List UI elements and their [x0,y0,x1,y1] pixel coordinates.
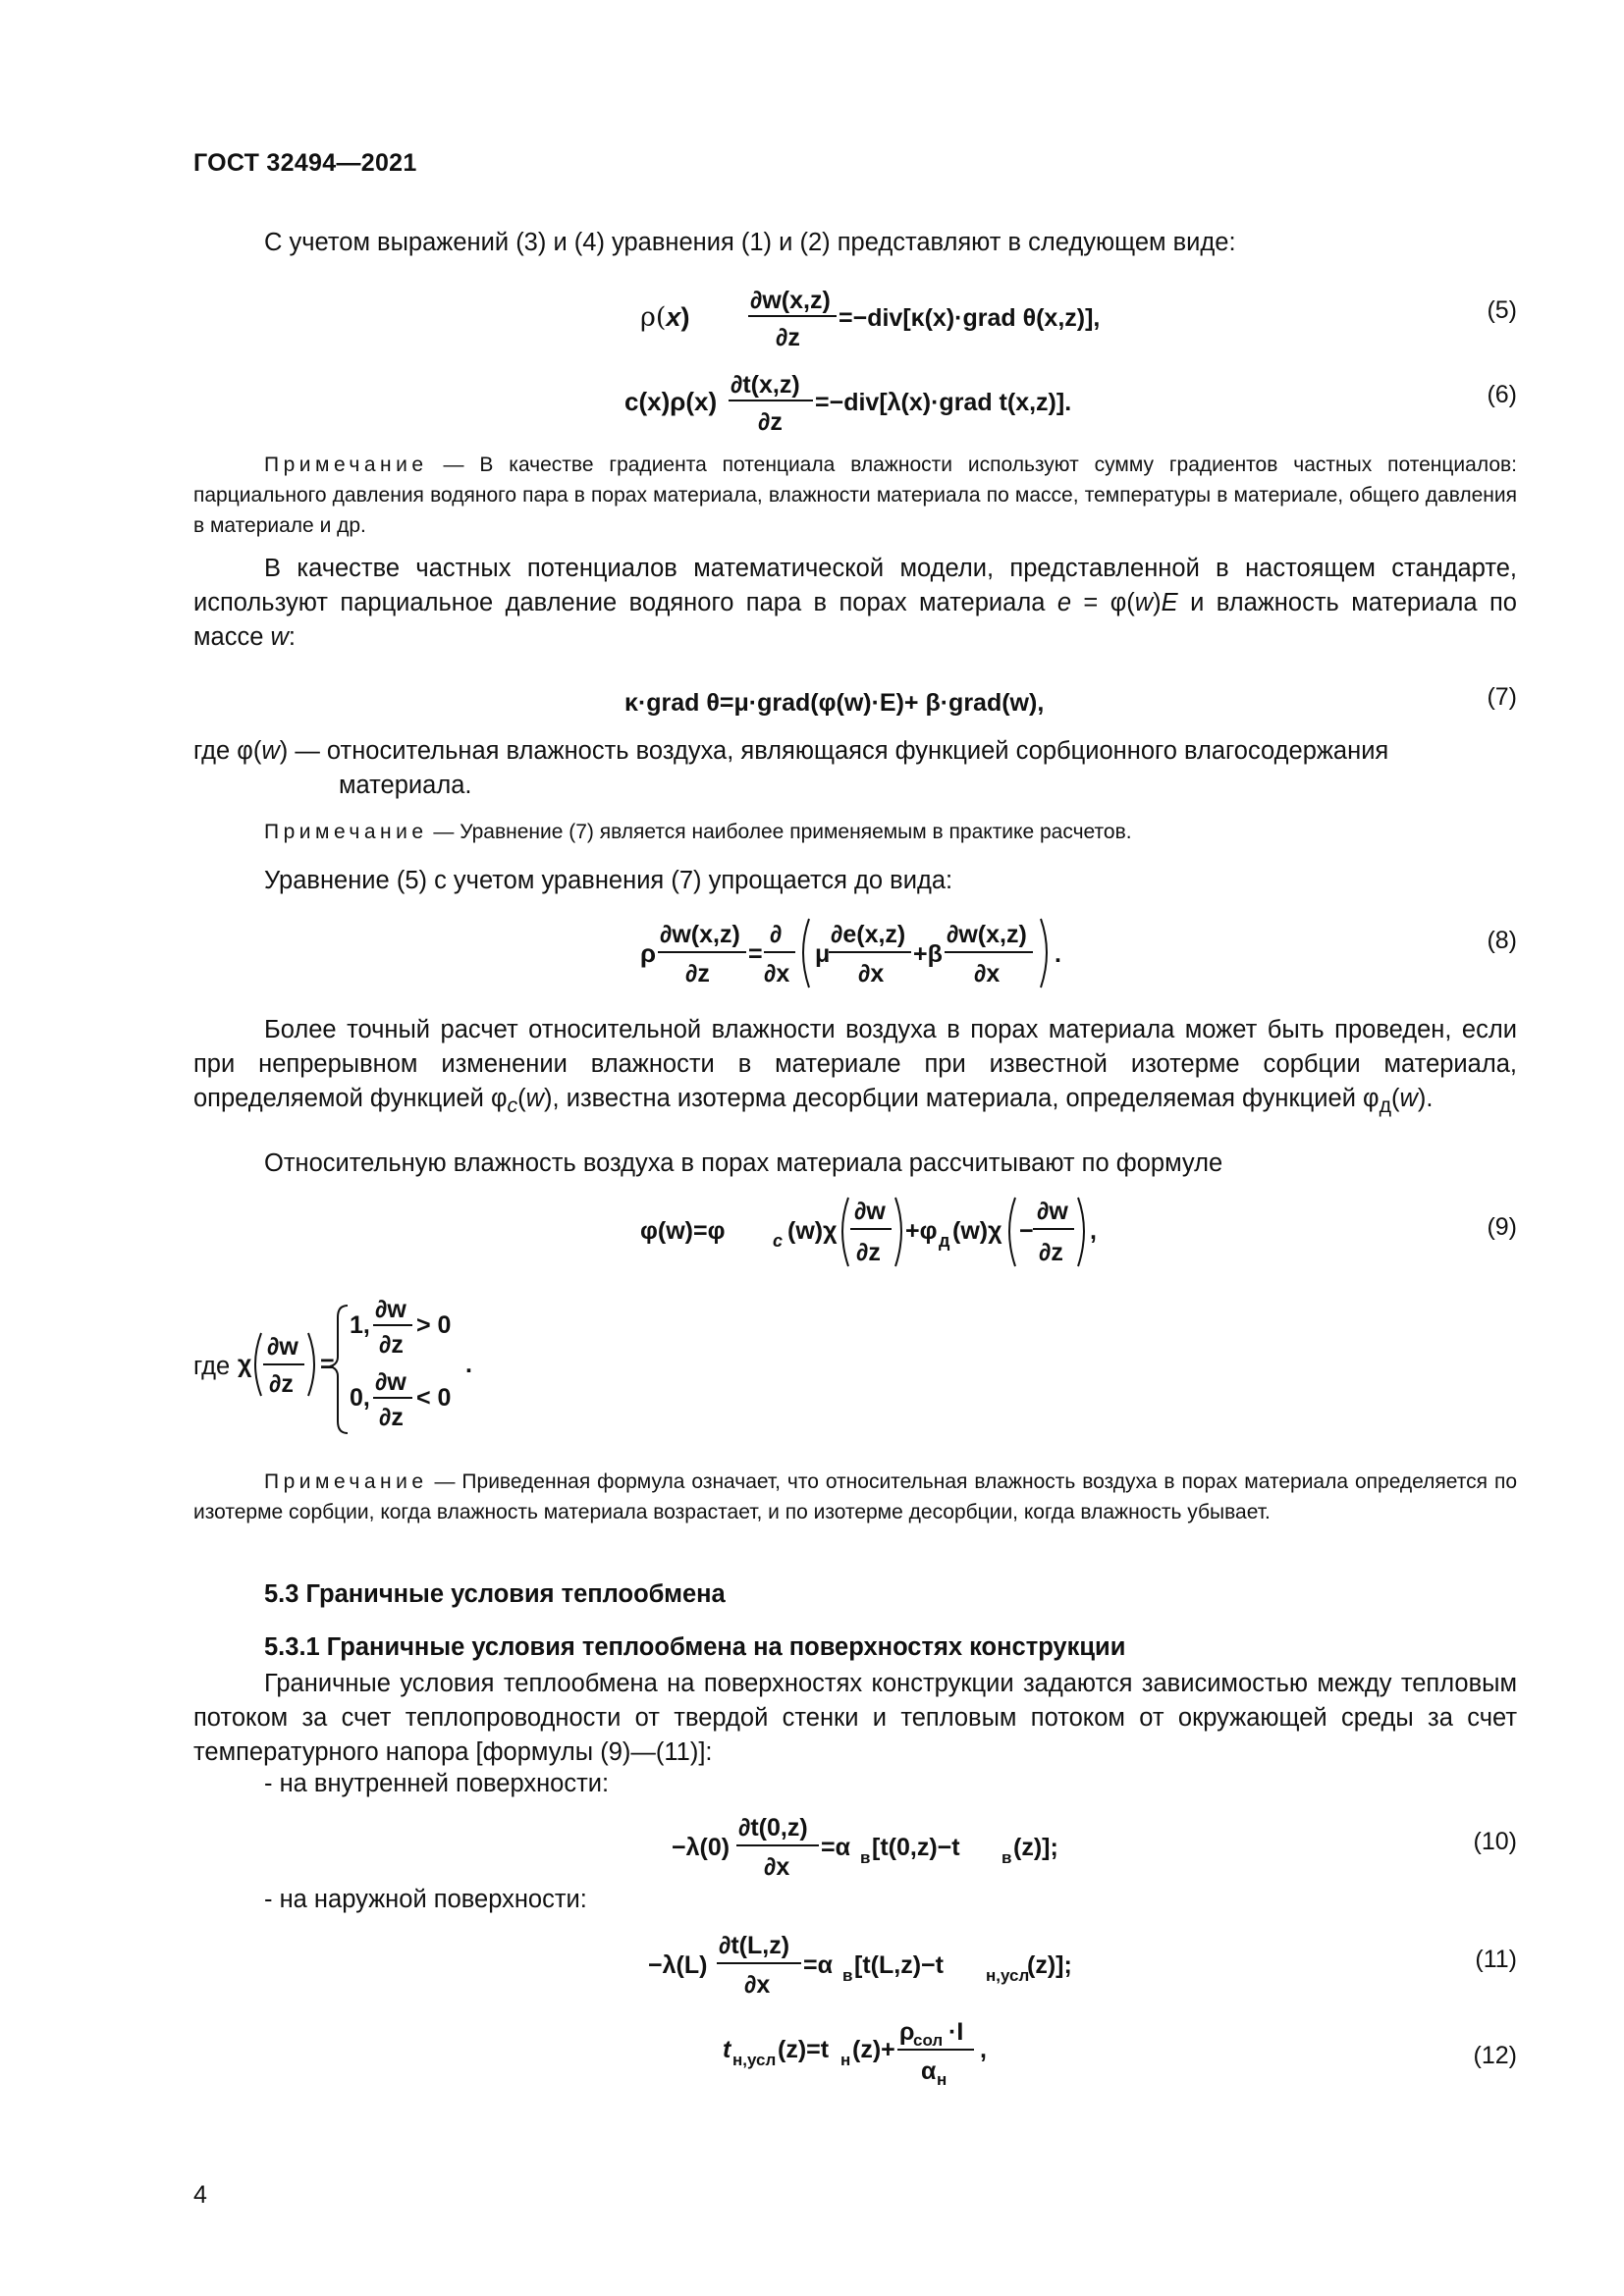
note-2-label: Примечание [264,821,428,843]
p2-g: и влажность материала по массе [193,589,1517,651]
equation-12 [723,2012,1017,2098]
paragraph-boundary-conditions: Граничные условия теплообмена на поверхностях конструкции задаются зависимостью между тепловым потоком за счет теплопроводности от твердой стенки и тепловым потоком от окружающей среды за счет температурного напора [формулы (9)—(11)]: [193,1670,1517,1766]
list-item-outer-surface: - на наружной поверхности: [264,1886,587,1913]
eq11-rhs: =α [803,1951,833,1979]
eq11-rhs3: (z)]; [1027,1951,1072,1979]
eq8-end: . [1055,940,1061,968]
equation-8-svg [640,911,1092,995]
eq9-plus: +φ [905,1217,938,1245]
equation-number-6: (6) [1487,381,1517,408]
eq12-num: ρ [899,2018,915,2046]
eq6-rhs: =−div[λ(x)·grad t(x,z)]. [815,389,1072,416]
equation-number-10: (10) [1473,1828,1517,1855]
svg-text:ρ(x) [640,302,689,333]
where1-a: где φ( [193,737,262,765]
p4-c: ), известна изотерма десорбции материала, определяемая функцией φ [544,1085,1380,1112]
section-heading-5-3: 5.3 Граничные условия теплообмена [264,1580,726,1608]
equation-9 [640,1190,1097,1281]
where1-w: w [261,737,280,765]
chi-case0-num: ∂w [375,1368,406,1396]
eq10-den: ∂x [764,1853,790,1881]
eq10-num: ∂t(0,z) [738,1814,808,1842]
p4-a: Более точный расчет относительной влажности воздуха в порах материала может быть проведен, если при непрерывном изменении влажности в материале при известной изотерме сорбции материала, определяемой функцией φ [193,1016,1517,1112]
eq8-num2: ∂ [770,921,783,948]
chi-gt: > 0 [416,1311,452,1339]
eq12-densub: н [937,2070,947,2089]
p4-b: ( [517,1085,526,1112]
eq8-num4: ∂w(x,z) [947,921,1027,948]
eq9-num1: ∂w [854,1198,886,1225]
eq12-den: α [921,2057,937,2085]
eq5-num: ∂w(x,z) [750,287,831,314]
eq10-sub: в [860,1848,871,1867]
equation-number-9: (9) [1487,1213,1517,1241]
where-chi-label: где [193,1353,231,1380]
note-1-text: — В качестве градиента потенциала влажности используют сумму градиентов частных потенциалов: парциального давления водяного пара в порах материала, влажности материала по массе, температуры в материале, общего давления в материале и др. [193,454,1517,537]
equation-5 [640,279,1101,360]
p2-c: = φ( [1071,589,1135,616]
p2-w: w [1134,589,1154,616]
eq5-lhs-b: ) [680,302,690,332]
equation-number-12: (12) [1473,2042,1517,2069]
eq11-sub2: н,усл [986,1966,1030,1985]
eq5-lhs-a: ρ( [640,302,667,333]
eq10-sub2: в [1001,1848,1012,1867]
equation-8 [640,911,1092,1002]
eq9-den2: ∂z [1039,1239,1063,1266]
eq11-rhs2: [t(L,z)−t [854,1951,944,1979]
eq9-lhs: φ(w)=φ [640,1217,726,1245]
p4-d: ( [1390,1085,1400,1112]
eq11-num: ∂t(L,z) [719,1932,790,1959]
eq12-end: , [980,2036,987,2063]
equation-7 [624,677,1115,733]
note-3 [193,1467,1517,1527]
where1-c: ) — относительная влажность воздуха, являющаяся функцией сорбционного влагосодержания [279,737,1389,765]
eq5-rhs: =−div[κ(x)·grad θ(x,z)], [839,304,1101,332]
chi-symbol: χ [238,1351,252,1378]
p4-w1: w [525,1085,545,1112]
equation-10 [672,1806,1064,1892]
note-1 [193,450,1517,541]
where-definition-phi [193,734,1517,803]
eq12-sub1: н,усл [732,2051,777,2069]
p2-a: В качестве частных потенциалов математической модели, представленной в настоящем стандарте, используют парциальное давление водяного пара в порах материала [193,555,1517,616]
where-line-2: материала. [339,772,472,799]
equation-11 [648,1924,1080,2009]
eq5-den: ∂z [776,324,800,351]
p4-sub-d: д [1379,1094,1391,1118]
eq8-num1: ∂w(x,z) [660,921,740,948]
eq5-x: x [666,302,681,332]
eq9-num2: ∂w [1037,1198,1068,1225]
eq6-lhs: c(x)ρ(x) [624,387,718,416]
eq10-lhs: −λ(0) [672,1834,731,1861]
paragraph-simplified: Уравнение (5) с учетом уравнения (7) упрощается до вида: [264,867,953,894]
equation-11-svg [648,1924,1080,2002]
eq12-sub2: н [840,2051,851,2069]
p2-colon: : [288,623,296,651]
chi-case0: 0, [350,1384,370,1412]
eq12-numend: ·I [948,2018,964,2046]
eq9-den1: ∂z [856,1239,881,1266]
paragraph-intro: С учетом выражений (3) и (4) уравнения (1) и (2) представляют в следующем виде: [264,229,1236,256]
eq12-mid: (z)=t [778,2036,830,2063]
list-item-inner-surface: - на внутренней поверхности: [264,1770,610,1797]
eq10-rhs: =α [821,1834,850,1861]
page-number: 4 [193,2181,207,2209]
equation-number-5: (5) [1487,296,1517,324]
chi-den: ∂z [269,1370,294,1398]
eq6-num: ∂t(x,z) [731,371,800,399]
p2-w2: w [270,623,289,651]
eq7-text: κ·grad θ=μ·grad(φ(w)·E)+ β·grad(w), [624,689,1045,717]
chi-case0-den: ∂z [379,1404,404,1431]
eq9-end: , [1090,1217,1097,1245]
eq8-den2: ∂x [764,960,790,988]
note-3-text: — Приведенная формула означает, что относительная влажность воздуха в порах материала определяется по изотерме сорбции, когда влажность материала возрастает, и по изотерме десорбции, когда влажность убывает. [193,1470,1517,1523]
eq8-mu: μ [815,940,831,968]
eq12-numsub: сол [913,2031,944,2050]
eq12-mid2: (z)+ [852,2036,895,2063]
eq10-rhs2: [t(0,z)−t [872,1834,960,1861]
eq8-den1: ∂z [685,960,710,988]
eq8-plus: +β [913,940,943,968]
note-1-label: Примечание [264,454,428,476]
note-2 [193,817,1517,847]
equation-number-11: (11) [1475,1946,1517,1973]
p2-E: E [1161,589,1178,616]
chi-dot: . [465,1351,472,1378]
eq9-mid1: (w)χ [787,1217,838,1245]
eq8-eq: = [748,940,763,968]
equation-5-svg [640,279,1101,353]
equation-6 [624,363,1096,445]
eq10-rhs3: (z)]; [1013,1834,1058,1861]
eq9-minus: − [1019,1217,1034,1245]
p2-e: e [1056,589,1071,616]
chi-eq: = [320,1351,335,1378]
paragraph-formula-intro: Относительную влажность воздуха в порах материала рассчитывают по формуле [264,1149,1223,1177]
paragraph-potentials [193,552,1517,655]
p4-w2: w [1399,1085,1418,1112]
eq8-den4: ∂x [974,960,1001,988]
eq6-den: ∂z [758,408,783,436]
section-heading-5-3-1: 5.3.1 Граничные условия теплообмена на поверхностях конструкции [264,1633,1126,1661]
chi-case1: 1, [350,1311,370,1339]
eq11-lhs: −λ(L) [648,1951,708,1979]
eq9-sub-c: с [773,1231,784,1251]
note-2-text: — Уравнение (7) является наиболее применяемым в практике расчетов. [427,821,1132,843]
equation-6-svg [624,363,1096,438]
equation-7-svg [624,677,1115,726]
eq8-rho: ρ [640,938,657,968]
paragraph-precise-calc [193,1013,1517,1123]
chi-case1-den: ∂z [379,1331,404,1359]
equation-10-svg [672,1806,1064,1885]
chi-lt: < 0 [416,1384,452,1412]
where-line-1 [193,734,1517,769]
chi-num: ∂w [267,1333,298,1361]
document-header: ГОСТ 32494—2021 [193,149,417,177]
eq9-mid2: (w)χ [952,1217,1002,1245]
eq8-num3: ∂e(x,z) [831,921,906,948]
p4-e: ). [1417,1085,1434,1112]
p2-paren: ) [1153,589,1162,616]
equation-number-7: (7) [1487,683,1517,711]
equation-12-svg [723,2012,1017,2091]
eq12-lhs: t [723,2036,731,2063]
eq11-den: ∂x [744,1971,771,1999]
eq9-sub-d: д [939,1231,950,1251]
eq11-sub: в [842,1966,853,1985]
chi-case1-num: ∂w [375,1296,406,1323]
p4-sub-c: с [507,1094,518,1118]
equation-number-8: (8) [1487,927,1517,954]
eq8-den3: ∂x [858,960,885,988]
equation-9-svg [640,1190,1097,1274]
equation-chi-definition [238,1294,493,1448]
note-3-label: Примечание [264,1470,428,1493]
chi-definition-svg [238,1294,493,1441]
